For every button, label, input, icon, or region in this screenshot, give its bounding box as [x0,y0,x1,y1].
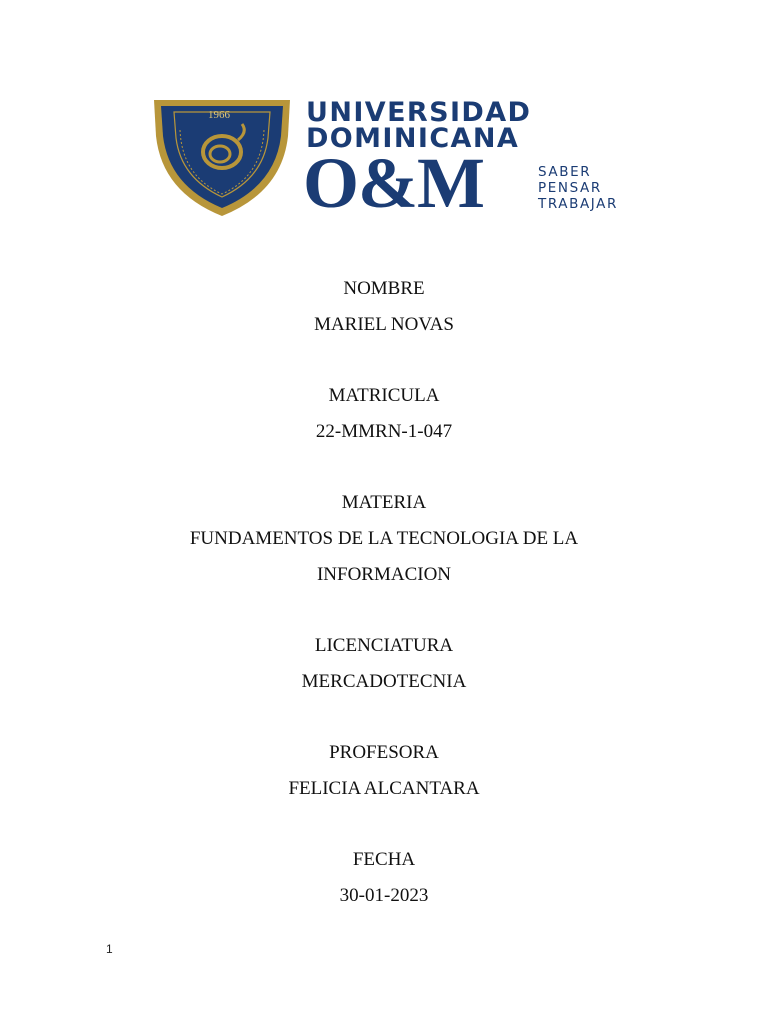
logo-motto [538,164,618,212]
field-value: 22-MMRN-1-047 [315,421,453,442]
field-label: MATRICULA [328,385,440,406]
field-value: MERCADOTECNIA [301,671,467,692]
field-value: MARIEL NOVAS [314,314,454,335]
shield-emblem-icon [152,96,292,218]
logo-line-2: DOMINICANA [306,123,520,154]
field-nombre [0,271,768,343]
logo-line-1: UNIVERSIDAD [306,97,532,128]
logo-year: 1966 [208,109,230,121]
field-label: FECHA [352,849,416,870]
field-label: NOMBRE [343,278,425,299]
motto-line: TRABAJAR [538,196,618,212]
field-label: MATERIA [341,492,427,513]
motto-line: PENSAR [538,180,602,196]
cover-fields [0,271,768,914]
university-wordmark [303,92,626,223]
field-licenciatura [0,628,768,700]
field-profesora [0,735,768,807]
field-value: FUNDAMENTOS DE LA TECNOLOGIA DE LA INFORMACION [189,528,579,585]
field-matricula [0,378,768,450]
field-label: PROFESORA [329,742,439,763]
logo-brand-om: O&M [303,143,484,223]
field-value: FELICIA ALCANTARA [288,778,480,799]
motto-line: SABER [538,164,592,180]
field-fecha [0,842,768,914]
field-label: LICENCIATURA [314,635,454,656]
field-materia [0,485,768,593]
page-number: 1 [106,942,113,956]
field-value: 30-01-2023 [339,885,429,906]
university-logo [150,92,630,222]
